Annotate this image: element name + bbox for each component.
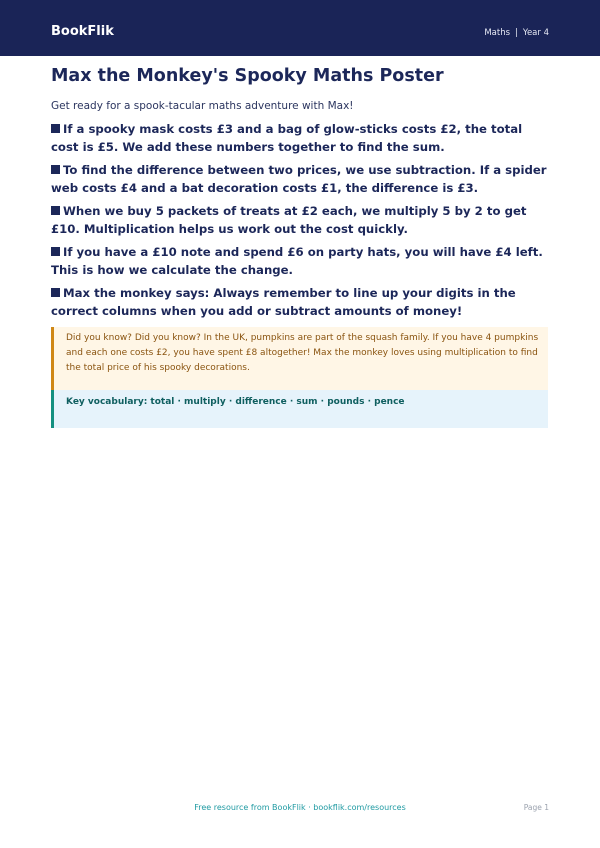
footer-source-link[interactable]: Free resource from BookFlik · bookflik.com/resources xyxy=(194,803,406,812)
page-title: Max the Monkey's Spooky Maths Poster xyxy=(51,66,444,86)
list-item xyxy=(51,244,551,279)
header-meta xyxy=(484,27,549,39)
list-item xyxy=(51,203,551,238)
subject-label: Maths xyxy=(484,28,511,38)
list-item xyxy=(51,162,551,197)
page-number: Page 1 xyxy=(523,803,549,812)
key-vocabulary-box xyxy=(51,390,548,428)
point-text: When we buy 5 packets of treats at £2 each, we multiply 5 by 2 to get £10. Multiplication helps us work out the cost quickly. xyxy=(51,204,527,236)
vocabulary-text: Key vocabulary: total · multiply · difference · sum · pounds · pence xyxy=(66,397,405,407)
list-item xyxy=(51,285,551,320)
point-text: To find the difference between two prices, we use subtraction. If a spider web costs £4 and a bat decoration costs £1, the difference is £3. xyxy=(51,163,547,195)
square-bullet-icon xyxy=(51,206,60,215)
meta-separator: | xyxy=(515,28,518,38)
maths-points-list xyxy=(51,121,551,326)
square-bullet-icon xyxy=(51,165,60,174)
fact-text: Did you know? Did you know? In the UK, pumpkins are part of the squash family. If you have 4 pumpkins and each one costs £2, you have spent £8 altogether! Max the monkey loves using multiplication to find the total price of his spooky decorations. xyxy=(66,333,539,373)
point-text: If a spooky mask costs £3 and a bag of glow-sticks costs £2, the total cost is £5. We add these numbers together to find the sum. xyxy=(51,122,523,154)
list-item xyxy=(51,121,551,156)
square-bullet-icon xyxy=(51,124,60,133)
did-you-know-box xyxy=(51,327,548,390)
brand-logo[interactable]: BookFlik xyxy=(51,24,114,39)
page-header xyxy=(0,0,600,56)
square-bullet-icon xyxy=(51,288,60,297)
year-label: Year 4 xyxy=(522,28,549,38)
point-text: Max the monkey says: Always remember to line up your digits in the correct columns when you add or subtract amounts of money! xyxy=(51,286,516,318)
intro-text: Get ready for a spook-tacular maths adventure with Max! xyxy=(51,100,354,112)
point-text: If you have a £10 note and spend £6 on party hats, you will have £4 left. This is how we calculate the change. xyxy=(51,245,543,277)
square-bullet-icon xyxy=(51,247,60,256)
